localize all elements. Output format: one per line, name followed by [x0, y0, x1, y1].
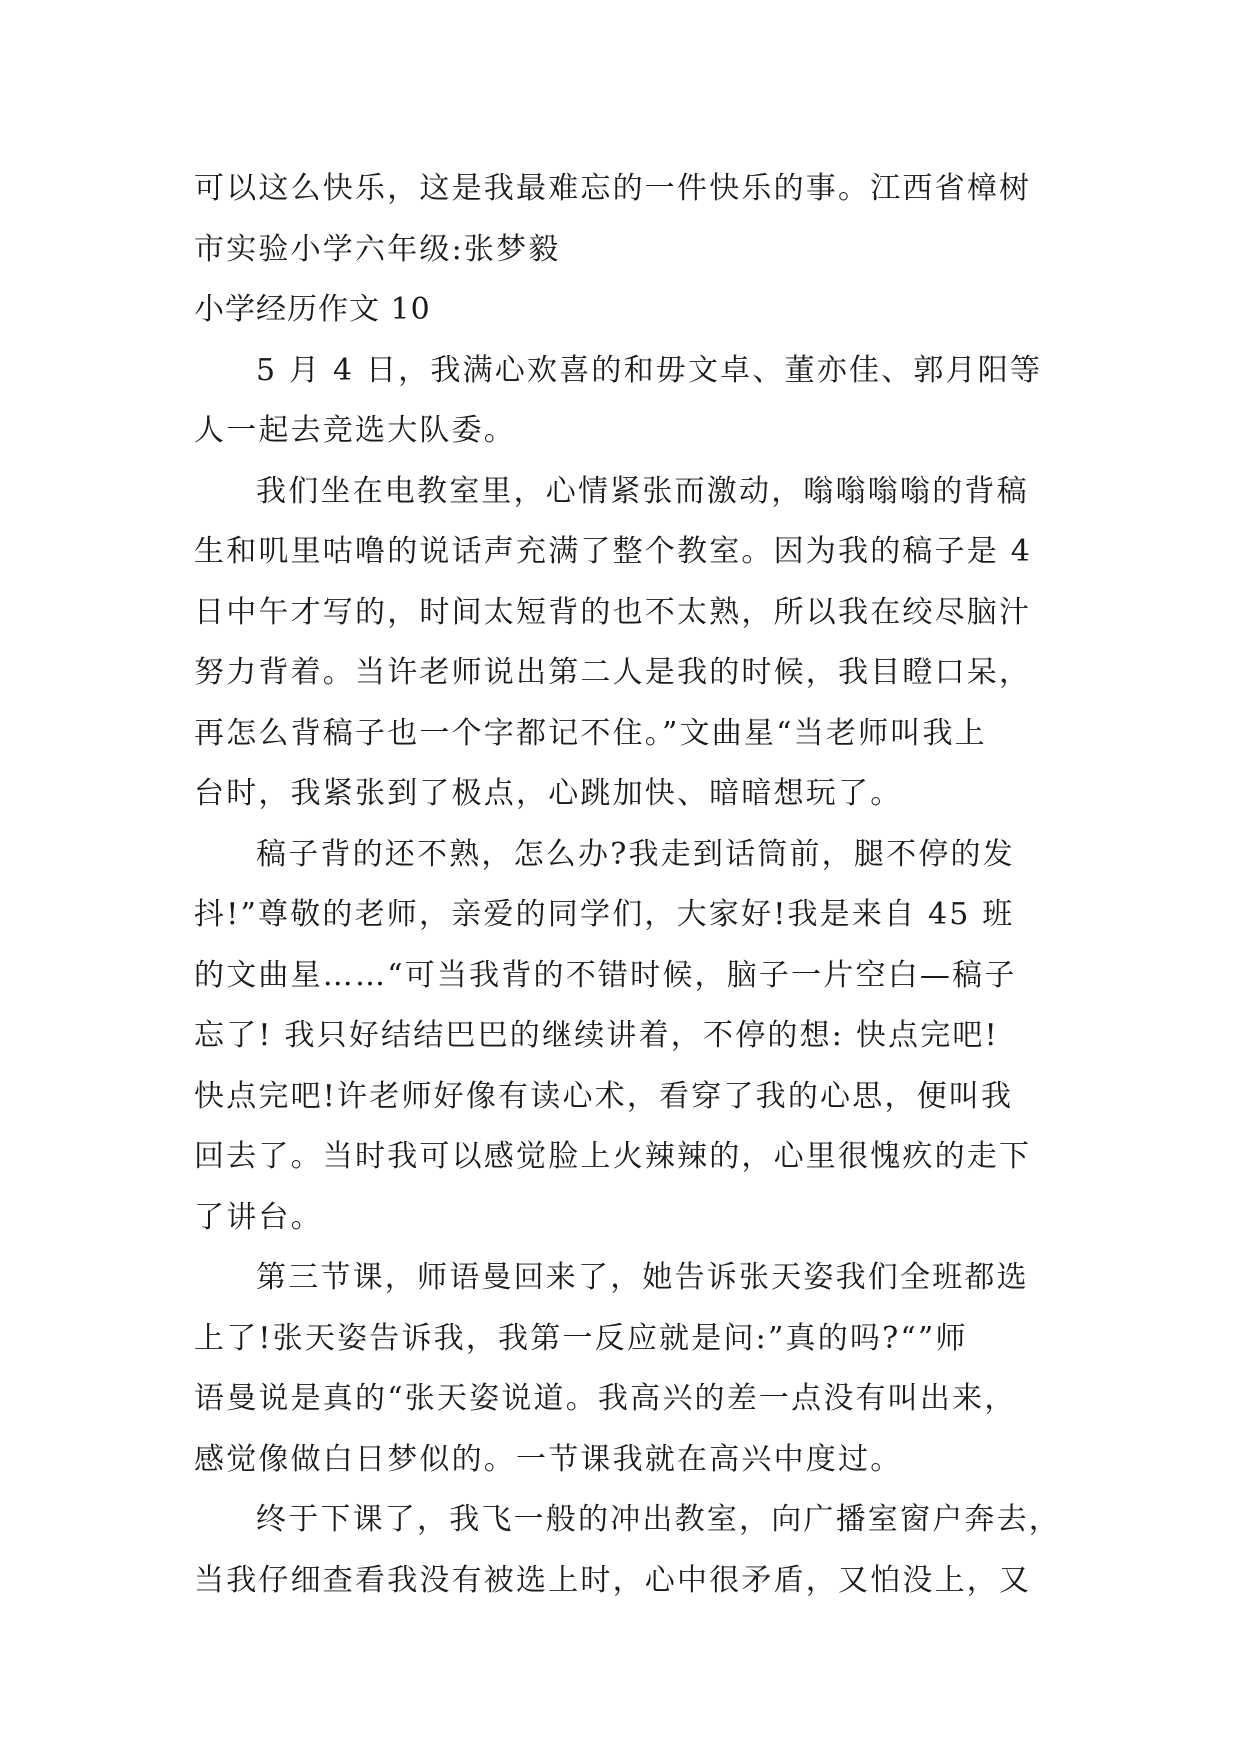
text-line: 回去了。当时我可以感觉脸上火辣辣的，心里很愧疚的走下 [194, 1139, 1032, 1174]
text-line: 生和叽里咕噜的说话声充满了整个教室。因为我的稿子是 4 [194, 534, 1033, 569]
paragraph-first-line: 终于下课了，我飞一般的冲出教室，向广播室窗户奔去， [256, 1502, 1061, 1537]
text-line: 台时，我紧张到了极点，心跳加快、暗暗想玩了。 [194, 776, 903, 811]
text-line: 努力背着。当许老师说出第二人是我的时候，我目瞪口呆， [194, 655, 1032, 690]
text-line: 了讲台。 [194, 1199, 323, 1235]
text-line: 市实验小学六年级:张梦毅 [194, 231, 561, 267]
text-line: 日中午才写的，时间太短背的也不太熟，所以我在绞尽脑汁 [194, 594, 1032, 630]
text-line: 当我仔细查看我没有被选上时，心中很矛盾，又怕没上，又 [194, 1562, 1032, 1598]
text-line: 感觉像做白日梦似的。一节课我就在高兴中度过。 [194, 1441, 903, 1477]
paragraph-first-line: 我们坐在电教室里，心情紧张而激动，嗡嗡嗡嗡的背稿 [256, 473, 1029, 509]
text-line: 人一起去竞选大队委。 [194, 413, 516, 448]
text-line: 可以这么快乐，这是我最难忘的一件快乐的事。江西省樟树 [194, 171, 1032, 206]
text-line: 抖!”尊敬的老师，亲爱的同学们，大家好!我是来自 45 班 [194, 897, 1015, 932]
text-line: 的文曲星……“可当我背的不错时候，脑子一片空白—稿子 [194, 957, 1017, 993]
section-heading: 小学经历作文 10 [194, 292, 431, 327]
text-line: 语曼说是真的“张天姿说道。我高兴的差一点没有叫出来， [194, 1381, 1017, 1416]
paragraph-first-line: 5 月 4 日，我满心欢喜的和毋文卓、董亦佳、郭月阳等 [256, 352, 1043, 388]
text-line: 快点完吧!许老师好像有读心术，看穿了我的心思，便叫我 [194, 1078, 1014, 1114]
text-line: 上了!张天姿告诉我，我第一反应就是问:”真的吗?“”师 [194, 1320, 968, 1356]
text-line: 忘了! 我只好结结巴巴的继续讲着，不停的想: 快点完吧! [194, 1018, 999, 1053]
document-body [194, 159, 1061, 1611]
paragraph-first-line: 稿子背的还不熟，怎么办?我走到话筒前，腿不停的发 [256, 836, 1015, 872]
paragraph-first-line: 第三节课，师语曼回来了，她告诉张天姿我们全班都选 [256, 1260, 1029, 1295]
text-line: 再怎么背稿子也一个字都记不住。”文曲星“当老师叫我上 [194, 715, 987, 751]
